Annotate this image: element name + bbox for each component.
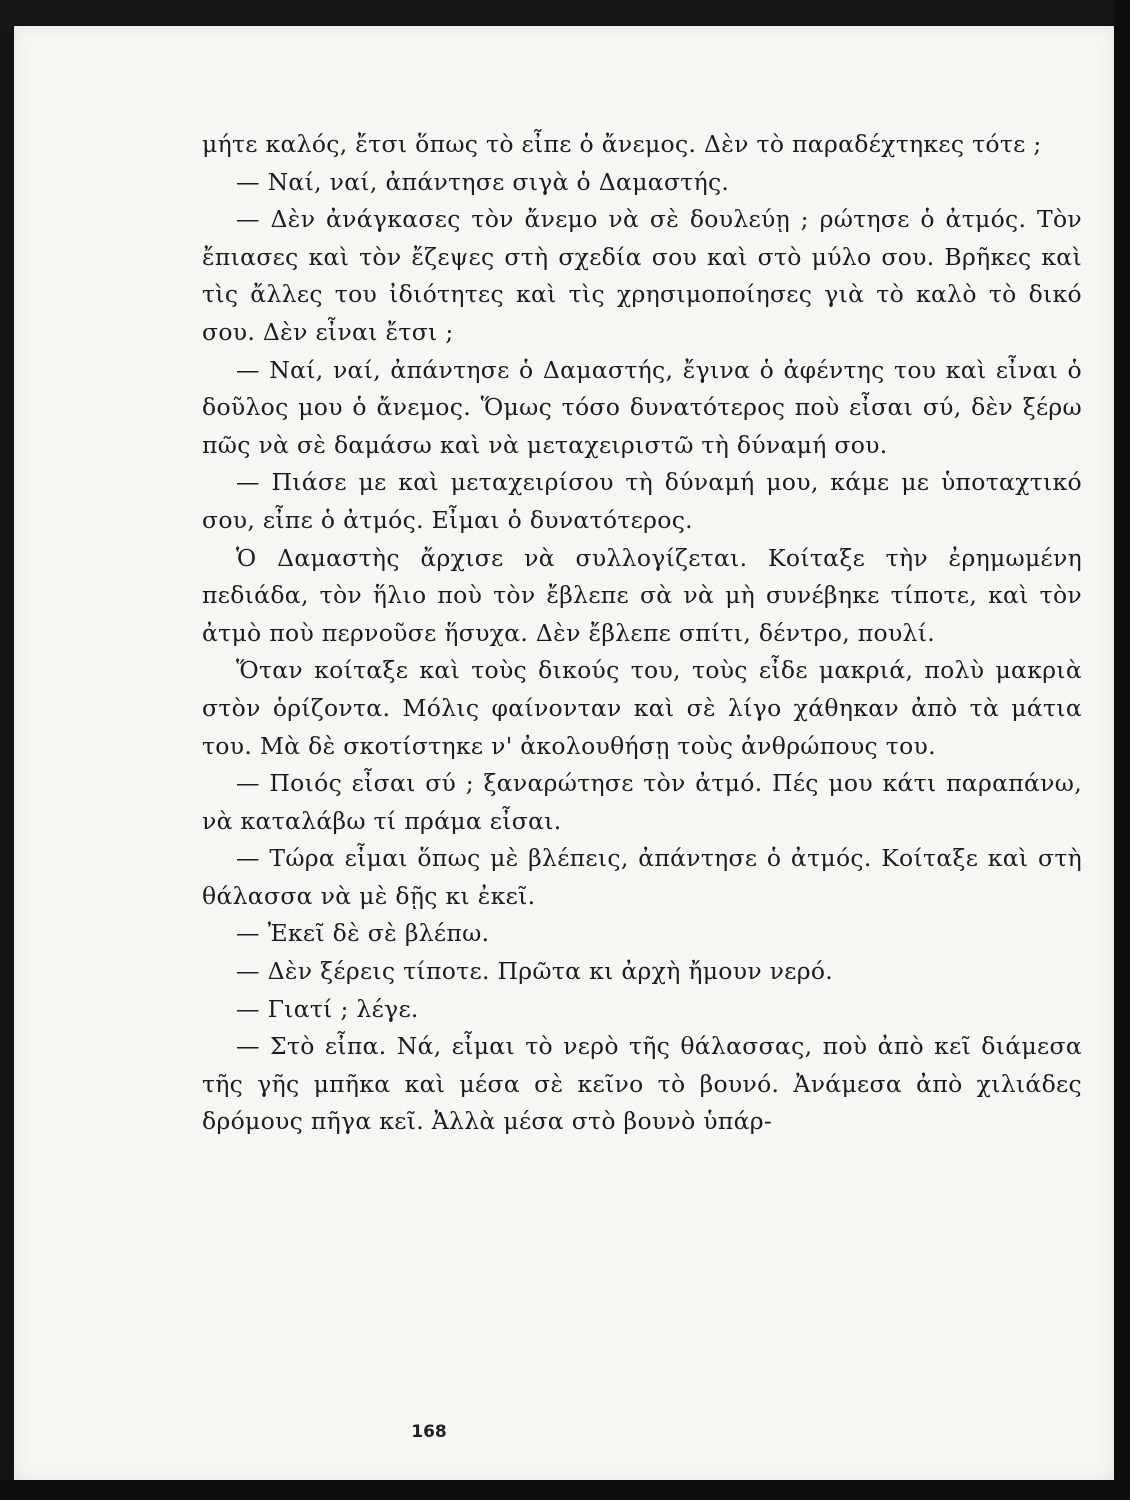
paragraph: — Δὲν ξέρεις τίποτε. Πρῶτα κι ἀρχὴ ἤμουν νερό. — [236, 957, 834, 986]
paragraph: — Πιάσε με καὶ μεταχειρίσου τὴ δύναμή μου, κάμε με ὑποταχτικό σου, εἶπε ὁ ἀτμός. Εἶμαι ὁ δυνατότερος. — [202, 468, 1082, 534]
scan-border-top — [0, 0, 1130, 28]
paragraph: μήτε καλός, ἔτσι ὅπως τὸ εἶπε ὁ ἄνεμος. Δὲν τὸ παραδέχτηκες τότε ; — [202, 130, 1042, 158]
paragraph: — Ναί, ναί, ἀπάντησε ὁ Δαμαστής, ἔγινα ὁ ἀφέντης του καὶ εἶναι ὁ δοῦλος μου ὁ ἄνεμος. Ὅμως τόσο δυνατότερος ποὺ εἶσαι σύ, δὲν ξέρω πῶς νὰ σὲ δαμάσω καὶ νὰ μεταχειριστῶ τὴ δύναμή σου. — [202, 355, 1082, 459]
paragraph: — Ναί, ναί, ἀπάντησε σιγὰ ὁ Δαμαστής. — [236, 167, 730, 196]
scan-border-right — [1114, 0, 1130, 1500]
page-number: 168 — [411, 1422, 447, 1442]
paragraph: — Δὲν ἀνάγκασες τὸν ἄνεμο νὰ σὲ δουλεύῃ ; ρώτησε ὁ ἀτμός. Τὸν ἔπιασες καὶ τὸν ἔζεψες στὴ σχεδία σου καὶ στὸ μύλο σου. Βρῆκες καὶ τὶς ἄλλες του ἰδιότητες καὶ τὶς χρησιμοποίησες γιὰ τὸ καλὸ τὸ δικό σου. Δὲν εἶναι ἔτσι ; — [202, 205, 1082, 346]
paragraph: Ὁ Δαμαστὴς ἄρχισε νὰ συλλογίζεται. Κοίταξε τὴν ἐρημωμένη πεδιάδα, τὸν ἥλιο ποὺ τὸν ἔβλεπε σὰ νὰ μὴ συνέβηκε τίποτε, καὶ τὸν ἀτμὸ ποὺ περνοῦσε ἥσυχα. Δὲν ἔβλεπε σπίτι, δέντρο, πουλί. — [202, 543, 1082, 647]
paragraph: — Ἐκεῖ δὲ σὲ βλέπω. — [236, 919, 490, 948]
paragraph: — Γιατί ; λέγε. — [236, 994, 419, 1023]
paragraph: Ὅταν κοίταξε καὶ τοὺς δικούς του, τοὺς εἶδε μακριά, πολὺ μακριὰ στὸν ὁρίζοντα. Μόλις φαίνονταν καὶ σὲ λίγο χάθηκαν ἀπὸ τὰ μάτια του. Μὰ δὲ σκοτίστηκε ν' ἀκολουθήσῃ τοὺς ἀνθρώπους του. — [202, 656, 1082, 760]
body-text — [202, 126, 1082, 1141]
scan-border-bottom — [0, 1480, 1130, 1500]
paragraph: — Ποιός εἶσαι σύ ; ξαναρώτησε τὸν ἀτμό. Πές μου κάτι παραπάνω, νὰ καταλάβω τί πράμα εἶσαι. — [202, 769, 1082, 835]
paragraph: — Τώρα εἶμαι ὅπως μὲ βλέπεις, ἀπάντησε ὁ ἀτμός. Κοίταξε καὶ στὴ θάλασσα νὰ μὲ δῇς κι ἐκεῖ. — [202, 844, 1082, 910]
paragraph: — Στὸ εἶπα. Νά, εἶμαι τὸ νερὸ τῆς θάλασσας, ποὺ ἀπὸ κεῖ διάμεσα τῆς γῆς μπῆκα καὶ μέσα σὲ κεῖνο τὸ βουνό. Ἀνάμεσα ἀπὸ χιλιάδες δρόμους πῆγα κεῖ. Ἀλλὰ μέσα στὸ βουνὸ ὑπάρ- — [202, 1032, 1082, 1136]
